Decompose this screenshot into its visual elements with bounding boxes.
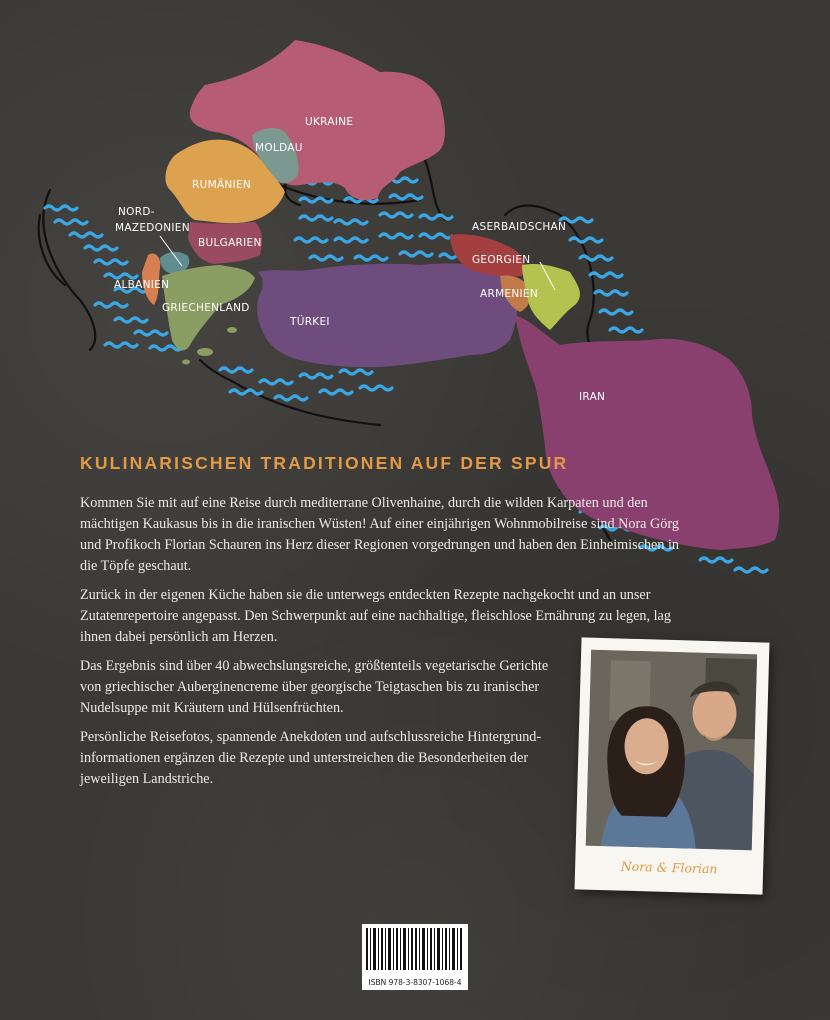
label-armenien: ARMENIEN (480, 288, 539, 300)
label-griechenland: GRIECHENLAND (162, 302, 250, 314)
label-albanien: ALBANIEN (114, 279, 170, 291)
author-photo (586, 650, 757, 851)
label-ukraine: UKRAINE (305, 116, 354, 128)
label-georgien: GEORGIEN (472, 254, 531, 266)
paragraph-4: Persönliche Reisefotos, spannende Anekdoten und aufschlussreiche Hintergrundinformationen ergänzen die Rezepte und unterstreichen die Besonderheiten der jeweiligen Landstriche. (80, 729, 542, 787)
author-polaroid (575, 637, 770, 894)
label-nord: NORD- (118, 206, 155, 218)
label-tuerkei: TÜRKEI (290, 316, 330, 328)
section-heading: KULINARISCHEN TRADITIONEN AUF DER SPUR (80, 453, 569, 473)
barcode (362, 924, 468, 990)
label-iran: IRAN (579, 391, 606, 403)
label-rumaenien: RUMÄNIEN (192, 179, 252, 191)
polaroid-caption: Nora & Florian (620, 858, 718, 877)
label-mazedonien: MAZEDONIEN (115, 222, 190, 234)
paragraph-3: Das Ergebnis sind über 40 abwechslungsreiche, größtenteils vegetarische Gerichte von griechischer Auberginencreme über georgische Teigtaschen bis zu iranischer Nudelsuppe mit Kräutern und Hülsenfrüchten. (80, 658, 549, 716)
paragraph-1: Kommen Sie mit auf eine Reise durch mediterrane Olivenhaine, durch die wilden Karpaten und den mächtigen Kaukasus bis in die iranischen Wüsten! Auf einer einjährigen Wohnmobilreise sind Nora Görg und Profikoch Florian Schauren ins Herz dieser Regionen vorgedrungen und haben den Einheimischen in die Töpfe geschaut. (80, 495, 680, 574)
paragraph-2: Zurück in der eigenen Küche haben sie die unterwegs entdeckten Rezepte nachgekocht und an unser Zutatenrepertoire angepasst. Den Schwerpunkt auf eine nachhaltige, fleischlose Ernährung zu legen, lag ihnen dabei persönlich am Herzen. (80, 587, 671, 645)
label-aserbaidschan: ASERBAIDSCHAN (472, 221, 567, 233)
barcode-bars (362, 924, 468, 974)
label-bulgarien: BULGARIEN (198, 237, 262, 249)
label-moldau: MOLDAU (255, 142, 303, 154)
isbn-number: ISBN 978-3-8307-1068-4 (368, 978, 462, 987)
author-photo-illustration (586, 650, 757, 851)
